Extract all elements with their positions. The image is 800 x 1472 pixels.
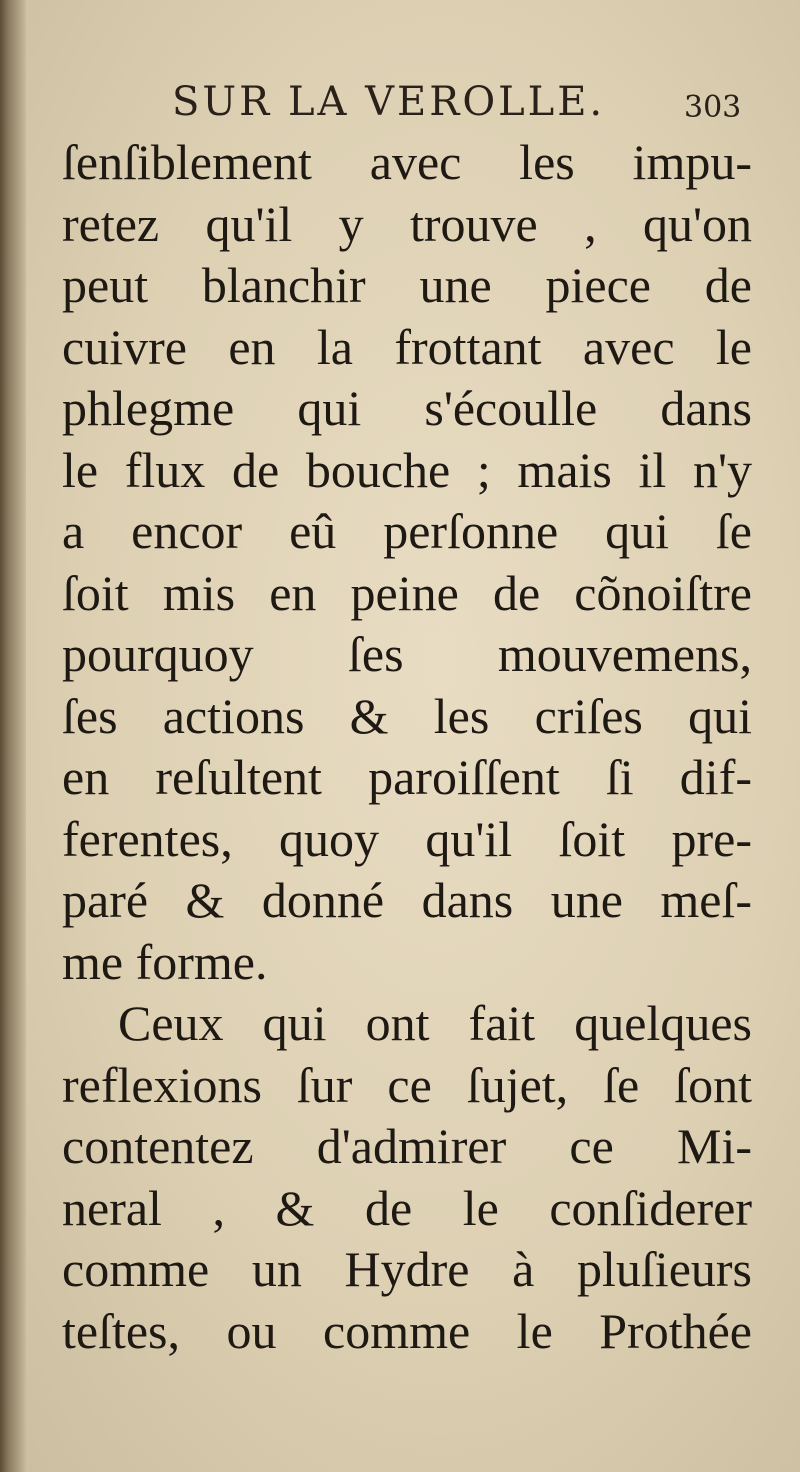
text-line: paré & donné dans une meſ- — [62, 872, 752, 928]
paragraph-start-line: Ceux qui ont fait quelques — [118, 995, 752, 1051]
paragraph-end-line: me forme. — [62, 933, 268, 990]
page-number: 303 — [684, 90, 742, 125]
text-line: cuivre en la frottant avec le — [62, 318, 752, 375]
text-line: peut blanchir une piece de — [62, 257, 752, 313]
text-line: ferentes, quoy qu'il ſoit pre- — [62, 810, 752, 867]
text-line: le flux de bouche ; mais il n'y — [62, 441, 752, 498]
running-head — [0, 72, 800, 132]
text-line: comme un Hydre à pluſieurs — [62, 1241, 752, 1297]
text-line: contentez d'admirer ce Mi- — [62, 1118, 752, 1174]
body-text — [62, 132, 752, 1362]
text-line: pourquoy ſes mouvemens, — [62, 626, 752, 682]
text-line: reflexions ſur ce ſujet, ſe ſont — [62, 1056, 752, 1113]
text-line: ſoit mis en peine de cõnoiſtre — [62, 564, 752, 621]
text-line: ſes actions & les criſes qui — [62, 687, 752, 744]
binding-edge — [0, 0, 26, 1472]
running-title: SUR LA VEROLLE. — [172, 79, 606, 125]
text-line: phlegme qui s'écoulle dans — [62, 380, 752, 436]
text-line: en reſultent paroiſſent ſi dif- — [62, 749, 752, 805]
text-line: teſtes, ou comme le Prothée — [62, 1302, 752, 1359]
text-line: a encor eû perſonne qui ſe — [62, 503, 752, 559]
text-line: ſenſiblement avec les impu- — [62, 134, 752, 190]
text-line: neral , & de le conſiderer — [62, 1179, 752, 1236]
text-line: retez qu'il y trouve , qu'on — [62, 195, 752, 252]
